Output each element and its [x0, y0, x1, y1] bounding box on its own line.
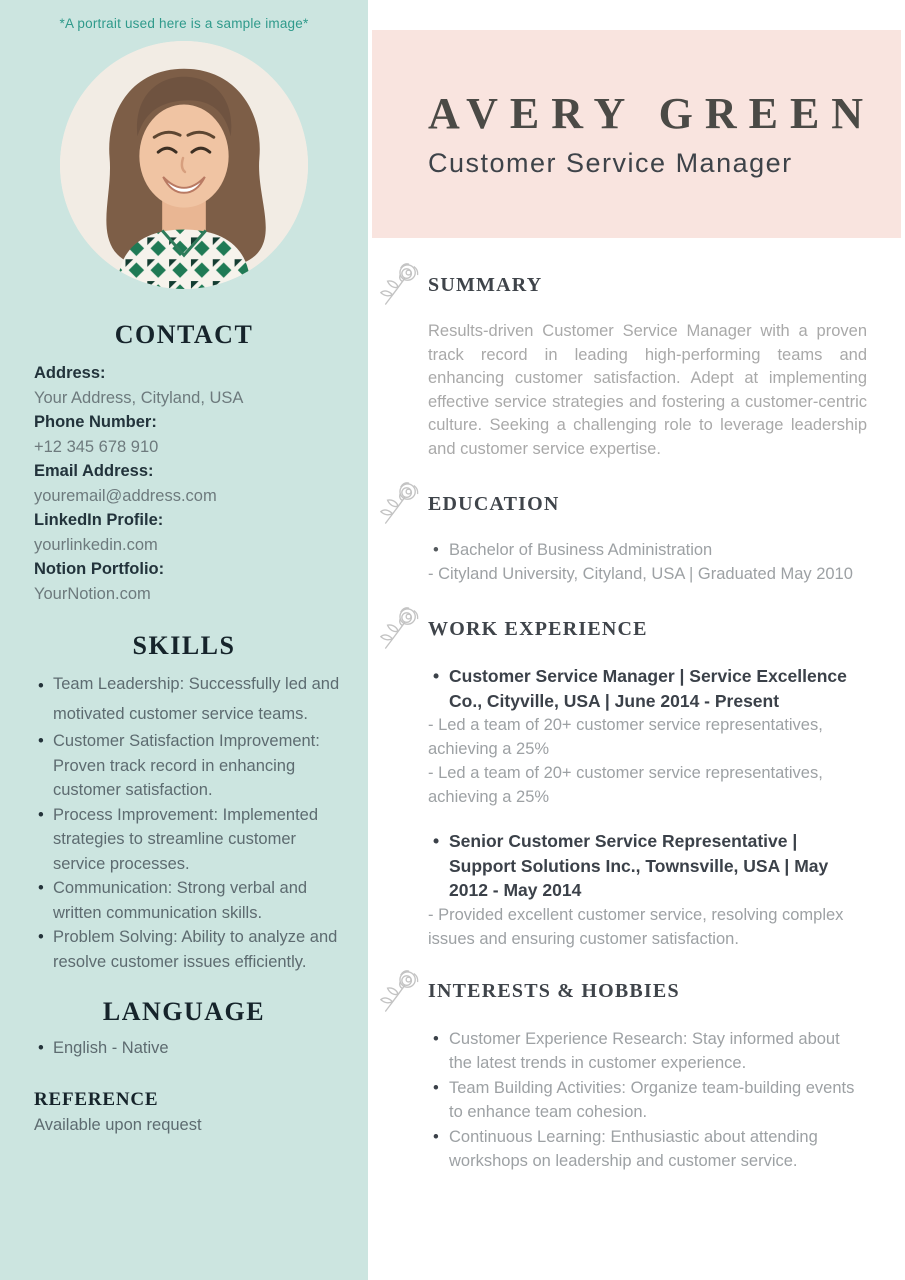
language-item: • English - Native — [34, 1036, 342, 1061]
contact-value: youremail@address.com — [34, 486, 217, 505]
flower-icon — [378, 606, 420, 652]
contact-label: Phone Number: — [34, 413, 157, 431]
job-entry — [428, 664, 867, 809]
interests-list — [428, 1027, 867, 1174]
contact-section-title: CONTACT — [114, 320, 254, 349]
education-section — [368, 481, 905, 586]
sidebar — [0, 0, 368, 1280]
contact-item-linkedin — [34, 508, 338, 557]
education-section-head — [378, 481, 867, 527]
summary-title: SUMMARY — [428, 273, 543, 296]
contact-item-email — [34, 459, 338, 508]
candidate-role: Customer Service Manager — [428, 147, 793, 178]
skill-item: • Team Leadership: Successfully led and motivated customer service teams. — [34, 670, 342, 729]
language-list — [0, 1036, 368, 1061]
reference-section-title: REFERENCE — [34, 1088, 159, 1110]
profile-photo — [60, 41, 308, 289]
candidate-name: AVERY GREEN — [428, 88, 876, 138]
language-section-title: LANGUAGE — [102, 997, 266, 1026]
work-experience-section — [368, 606, 905, 951]
interest-item: • Customer Experience Research: Stay informed about the latest trends in customer experience. — [428, 1027, 867, 1076]
interests-section — [368, 969, 905, 1174]
contact-item-phone — [34, 410, 338, 459]
work-section-head — [378, 606, 867, 652]
skills-list — [0, 670, 368, 974]
summary-text: Results-driven Customer Service Manager with a proven track record in leading high-performing teams and enhancing customer satisfaction. Adept at implementing effective service strategies and fostering a customer-centric culture. Seeking a challenging role to leverage leadership and customer service expertise. — [428, 322, 867, 458]
skill-item: • Communication: Strong verbal and written communication skills. — [34, 876, 342, 925]
contact-label: Notion Portfolio: — [34, 560, 165, 578]
interest-item: • Continuous Learning: Enthusiastic about attending workshops on leadership and customer service. — [428, 1125, 867, 1174]
flower-icon — [378, 969, 420, 1015]
summary-section-head — [378, 262, 867, 308]
contact-value: +12 345 678 910 — [34, 437, 159, 456]
contact-label: Email Address: — [34, 462, 154, 480]
contact-value: Your Address, Cityland, USA — [34, 388, 244, 407]
contact-label: LinkedIn Profile: — [34, 511, 164, 529]
portrait-disclaimer-note: *A portrait used here is a sample image* — [59, 16, 309, 31]
skill-item: • Customer Satisfaction Improvement: Proven track record in enhancing customer satisfaction. — [34, 729, 342, 803]
contact-list — [0, 361, 368, 606]
flower-icon — [378, 262, 420, 308]
contact-value: YourNotion.com — [34, 584, 151, 603]
contact-item-address — [34, 361, 338, 410]
header-band — [372, 30, 901, 238]
interests-section-head — [378, 969, 867, 1015]
skills-section-title: SKILLS — [132, 631, 236, 660]
skill-item: • Process Improvement: Implemented strategies to streamline customer service processes. — [34, 803, 342, 877]
job-heading: • Senior Customer Service Representative | Support Solutions Inc., Townsville, USA | May 2012 - May 2014 — [428, 829, 867, 903]
education-detail: - Cityland University, Cityland, USA | Graduated May 2010 — [428, 564, 853, 583]
work-title: WORK EXPERIENCE — [428, 617, 648, 640]
job-bullet: - Provided excellent customer service, resolving complex issues and ensuring customer satisfaction. — [428, 905, 844, 948]
interests-title: INTERESTS & HOBBIES — [428, 980, 680, 1002]
education-title: EDUCATION — [428, 492, 560, 515]
interest-item: • Team Building Activities: Organize team-building events to enhance team cohesion. — [428, 1076, 867, 1125]
main-column — [368, 0, 905, 1280]
sample-portrait-illustration — [60, 41, 308, 289]
contact-value: yourlinkedin.com — [34, 535, 158, 554]
job-entry — [428, 829, 867, 951]
reference-value: Available upon request — [34, 1115, 202, 1134]
job-heading: • Customer Service Manager | Service Excellence Co., Cityville, USA | June 2014 - Present — [428, 664, 867, 713]
summary-section — [368, 262, 905, 461]
skill-item: • Problem Solving: Ability to analyze and resolve customer issues efficiently. — [34, 925, 342, 974]
education-degree: • Bachelor of Business Administration — [428, 539, 867, 563]
job-bullet: - Led a team of 20+ customer service representatives, achieving a 25% — [428, 716, 823, 758]
job-bullet: - Led a team of 20+ customer service representatives, achieving a 25% — [428, 764, 823, 806]
contact-label: Address: — [34, 364, 106, 382]
flower-icon — [378, 481, 420, 527]
reference-section — [0, 1087, 368, 1137]
contact-item-notion — [34, 557, 338, 606]
